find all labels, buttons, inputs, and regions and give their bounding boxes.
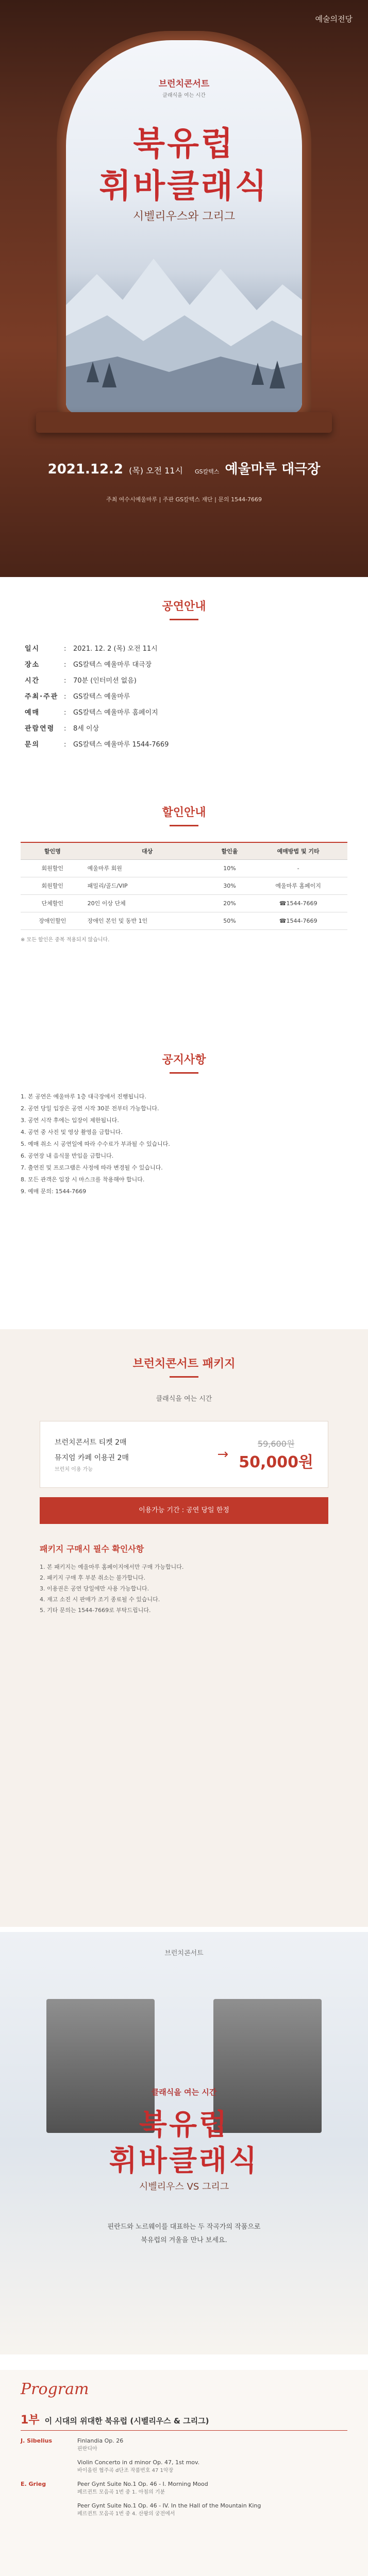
info-list — [25, 641, 368, 753]
list-item: 7. 출연진 및 프로그램은 사정에 따라 변경될 수 있습니다. — [21, 1164, 163, 1171]
table-cell: - — [249, 860, 347, 877]
info-key: 장소 — [25, 661, 40, 669]
title-line-1: 북유럽 — [133, 125, 235, 163]
info-key: 주최·주관 — [25, 693, 59, 701]
piece-title-en: Violin Concerto in d minor Op. 47, 1st mov. — [77, 2459, 200, 2466]
original-price: 59,600원 — [257, 1438, 295, 1449]
info-row: 장소 : GS칼텍스 예울마루 대극장 — [25, 657, 368, 673]
info-row: 예매 : GS칼텍스 예울마루 홈페이지 — [25, 705, 368, 721]
list-item: 2. 패키지 구매 후 부분 취소는 불가합니다. — [40, 1574, 145, 1581]
list-item: 2. 공연 당일 입장은 공연 시작 30분 전부터 가능합니다. — [21, 1105, 159, 1112]
info-key: 문의 — [25, 741, 40, 749]
info-value: GS칼텍스 예울마루 1544-7669 — [73, 741, 169, 749]
composer-name — [21, 2502, 77, 2518]
brand-logo — [315, 13, 353, 24]
venue-name: 예울마루 대극장 — [225, 462, 321, 477]
list-item: 4. 공연 중 사진 및 영상 촬영을 금합니다. — [21, 1129, 123, 1136]
list-item: 5. 예매 취소 시 공연일에 따라 수수료가 부과될 수 있습니다. — [21, 1141, 170, 1147]
table-header: 할인명 — [21, 842, 85, 860]
poster2-composers: 시벨리우스 VS 그리그 — [139, 2181, 229, 2192]
package-items — [55, 1435, 207, 1474]
discount-table — [21, 842, 347, 930]
composer-name: J. Sibelius — [21, 2437, 53, 2444]
notice-section — [0, 1051, 368, 1198]
discount-section — [0, 804, 368, 943]
table-cell: 회원할인 — [21, 860, 85, 877]
series-subtitle: 클래식을 여는 시간 — [162, 93, 206, 98]
program-row — [21, 2459, 347, 2475]
package-price — [239, 1437, 313, 1472]
poster2-description: 핀란드와 노르웨이를 대표하는 두 작곡가의 작품으로 북유럽의 겨울을 만나 보세요. — [107, 2223, 261, 2244]
table-cell: 10% — [210, 860, 249, 877]
composer-name: E. Grieg — [21, 2481, 46, 2487]
piece-title-en: Peer Gynt Suite No.1 Op. 46 - IV. In the Hall of the Mountain King — [77, 2502, 261, 2509]
list-item: 5. 기타 문의는 1544-7669로 부탁드립니다. — [40, 1607, 151, 1614]
window-sill — [36, 412, 332, 433]
info-key: 관람연령 — [25, 725, 55, 733]
table-row — [21, 877, 347, 895]
table-cell: 패밀리/골드/VIP — [85, 877, 210, 895]
info-title: 공연안내 — [0, 598, 368, 620]
train-window-frame — [57, 31, 311, 422]
package-section — [0, 1329, 368, 1927]
program-row — [21, 2480, 347, 2497]
info-value: GS칼텍스 예울마루 — [73, 693, 130, 701]
list-item: 4. 재고 소진 시 판매가 조기 종료될 수 있습니다. — [40, 1596, 160, 1603]
package-notes — [40, 1562, 328, 1616]
table-cell: 장애인할인 — [21, 912, 85, 930]
piece-title-en: Finlandia Op. 26 — [77, 2437, 124, 2444]
info-key: 시간 — [25, 677, 40, 685]
notice-list — [21, 1091, 347, 1197]
package-item: 브런치콘서트 티켓 2매 — [55, 1438, 127, 1447]
info-value: 8세 이상 — [73, 725, 99, 733]
piece-title-ko: 페르귄트 모음곡 1번 중 4. 산왕의 궁전에서 — [77, 2511, 175, 2517]
table-cell: 예울마루 회원 — [85, 860, 210, 877]
concert-date: 2021.12.2 — [47, 462, 123, 477]
info-row: 문의 : GS칼텍스 예울마루 1544-7669 — [25, 737, 368, 753]
composers-subtitle: 시벨리우스와 그리그 — [132, 210, 236, 223]
table-cell: 단체할인 — [21, 895, 85, 912]
program-title: Program — [21, 2380, 89, 2398]
info-value: 2021. 12. 2 (목) 오전 11시 — [73, 645, 158, 653]
table-cell: 예울마루 홈페이지 — [249, 877, 347, 895]
package-title: 브런치콘서트 패키지 — [0, 1355, 368, 1378]
table-cell: ☎1544-7669 — [249, 912, 347, 930]
table-header: 예매방법 및 기타 — [249, 842, 347, 860]
list-item: 9. 예매 문의: 1544-7669 — [21, 1188, 87, 1195]
info-value: GS칼텍스 예울마루 대극장 — [73, 661, 152, 669]
info-row: 주최·주관 : GS칼텍스 예울마루 — [25, 689, 368, 705]
program-section — [0, 2370, 368, 2576]
composer-poster — [0, 1932, 368, 2354]
package-intro: 클래식을 여는 시간 — [156, 1395, 212, 1403]
program-row — [21, 2437, 347, 2453]
table-cell: 회원할인 — [21, 877, 85, 895]
notice-title: 공지사항 — [0, 1051, 368, 1074]
poster2-title-line-1: 북유럽 — [139, 2108, 229, 2142]
poster2-header: 브런치콘서트 — [164, 1950, 204, 1957]
info-row: 관람연령 : 8세 이상 — [25, 721, 368, 737]
hero-poster — [0, 0, 368, 577]
info-key: 일시 — [25, 645, 40, 653]
info-value: GS칼텍스 예울마루 홈페이지 — [73, 709, 158, 717]
venue-sponsor: GS칼텍스 — [195, 468, 220, 475]
composer-name — [21, 2459, 77, 2475]
list-item: 1. 본 패키지는 예울마루 홈페이지에서만 구매 가능합니다. — [40, 1564, 184, 1570]
poster-credits: 주최 여수시예울마루 | 주관 GS칼텍스 재단 | 문의 1544-7669 — [106, 496, 262, 503]
table-cell: 20% — [210, 895, 249, 912]
sale-price: 50,000원 — [239, 1453, 313, 1471]
package-item: 뮤지엄 카페 이용권 2매 — [55, 1454, 129, 1462]
list-item: 6. 공연장 내 음식물 반입을 금합니다. — [21, 1153, 114, 1159]
table-cell: 30% — [210, 877, 249, 895]
date-venue-line — [0, 459, 368, 478]
table-header: 할인율 — [210, 842, 249, 860]
piece-title-ko: 핀란디아 — [77, 2446, 97, 2452]
info-row: 시간 : 70분 (인터미션 없음) — [25, 673, 368, 689]
series-title: 브런치콘서트 — [158, 79, 210, 89]
part-number: 1부 — [21, 2414, 40, 2427]
program-row — [21, 2502, 347, 2518]
info-value: 70분 (인터미션 없음) — [73, 677, 137, 685]
poster2-title-line-2: 휘바클래식 — [109, 2144, 259, 2178]
table-row — [21, 860, 347, 877]
brand-name: 예술의전당 — [315, 14, 353, 24]
table-header-row — [21, 842, 347, 860]
table-cell: 50% — [210, 912, 249, 930]
train-window — [66, 40, 302, 413]
package-notes-title: 패키지 구매시 필수 확인사항 — [40, 1544, 144, 1554]
list-item: 3. 공연 시작 후에는 입장이 제한됩니다. — [21, 1117, 119, 1124]
title-line-2: 휘바클래식 — [99, 167, 269, 206]
info-key: 예매 — [25, 709, 40, 717]
list-item: 8. 모든 관객은 입장 시 마스크를 착용해야 합니다. — [21, 1176, 145, 1183]
piece-title-ko: 바이올린 협주곡 d단조 작품번호 47 1악장 — [77, 2468, 174, 2473]
part-title: 이 시대의 위대한 북유럽 (시벨리우스 & 그리그) — [44, 2416, 209, 2426]
part-header — [21, 2411, 347, 2431]
package-item-note: 브런치 이용 가능 — [55, 1467, 93, 1472]
table-cell: 장애인 본인 및 동반 1인 — [85, 912, 210, 930]
package-period-banner: 이용가능 기간 : 공연 당일 한정 — [40, 1497, 328, 1524]
table-cell: ☎1544-7669 — [249, 895, 347, 912]
poster2-subtitle: 클래식을 여는 시간 — [151, 2088, 217, 2097]
arrow-right-icon: → — [217, 1447, 229, 1462]
discount-title: 할인안내 — [0, 804, 368, 826]
list-item: 1. 본 공연은 예울마루 1층 대극장에서 진행됩니다. — [21, 1093, 146, 1100]
table-cell: 20인 이상 단체 — [85, 895, 210, 912]
piece-title-ko: 페르귄트 모음곡 1번 중 1. 아침의 기분 — [77, 2489, 165, 2495]
table-row — [21, 895, 347, 912]
snow-mountains-illustration — [66, 228, 302, 413]
discount-note: ※ 모든 할인은 중복 적용되지 않습니다. — [21, 937, 110, 943]
table-row — [21, 912, 347, 930]
info-row: 일시 : 2021. 12. 2 (목) 오전 11시 — [25, 641, 368, 657]
table-header: 대상 — [85, 842, 210, 860]
concert-time: (목) 오전 11시 — [129, 466, 183, 476]
piece-title-en: Peer Gynt Suite No.1 Op. 46 - I. Morning Mood — [77, 2481, 208, 2487]
list-item: 3. 이용권은 공연 당일에만 사용 가능합니다. — [40, 1585, 149, 1592]
package-offer-box — [40, 1421, 328, 1488]
concert-info-section — [0, 598, 368, 753]
program-part-1 — [21, 2411, 347, 2523]
